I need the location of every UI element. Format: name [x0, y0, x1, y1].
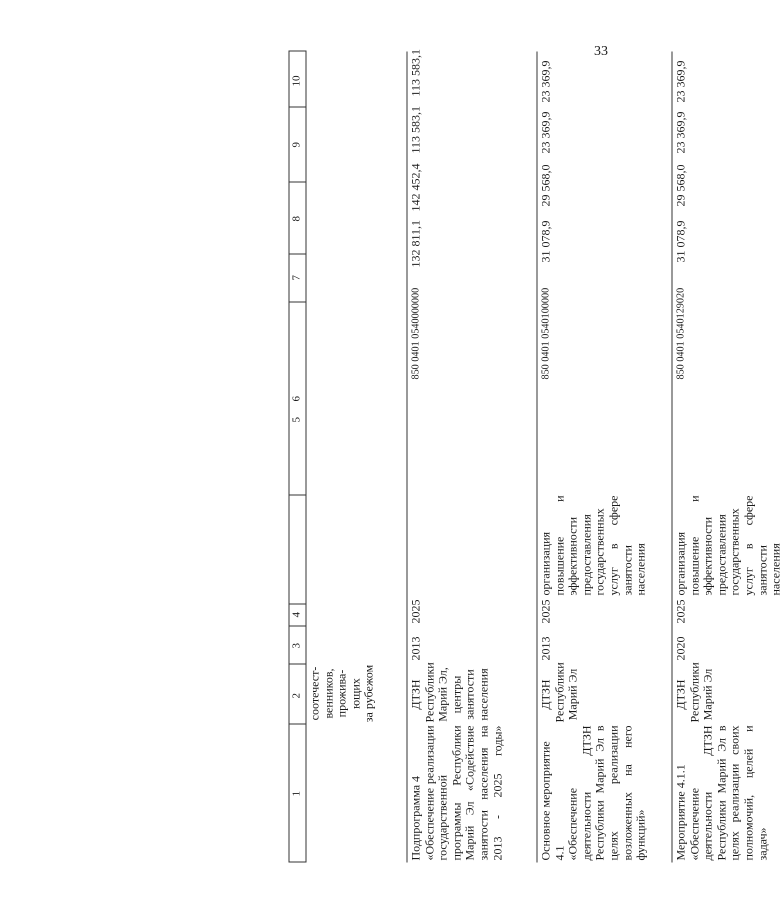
row-subprogram-4-value-7: 132 811,1 [408, 219, 423, 268]
header-col-2: 2 [290, 693, 303, 699]
row-activity-4-1-code: 850 0401 0540100000 [540, 287, 552, 380]
text-line: венников, [321, 668, 336, 719]
row-activity-4-1-start: 2013 [538, 636, 553, 661]
row-activity-4-1-1-goal: организация повышение и эффективности предоставления государственных услуг в сфере занятости населения [673, 495, 783, 596]
row-activity-4-1-responsible [538, 662, 581, 723]
row-description: «Обеспечение реализации государственной программы Республики Марий Эл «Содействие занятости населения на 2013 - 2025 годы» [422, 725, 505, 861]
col-tick [289, 664, 307, 665]
row-activity-4-1-value-10: 23 369,9 [538, 60, 553, 103]
text-line: Марий Эл, [435, 667, 450, 722]
row-activity-4-1-name [540, 726, 649, 861]
top-row-responsible [309, 665, 377, 723]
col-tick [289, 302, 307, 303]
header-col-1: 1 [290, 791, 303, 797]
row-activity-4-1-1-code: 850 0401 0540129020 [675, 287, 687, 380]
text-line: Марий Эл [565, 668, 580, 721]
col-tick [289, 724, 307, 725]
text-line: ДТЗН [673, 679, 688, 710]
header-col-8: 8 [290, 216, 303, 222]
row-subprogram-4-responsible [408, 662, 492, 723]
row-divider [537, 52, 538, 863]
row-subprogram-4-value-8: 142 452,4 [408, 163, 423, 212]
row-activity-4-1-1-start: 2020 [673, 636, 688, 661]
row-activity-4-1-value-7: 31 078,9 [538, 220, 553, 263]
header-col-6: 6 [290, 396, 303, 402]
row-activity-4-1-1-value-10: 23 369,9 [673, 60, 688, 103]
col-tick [289, 862, 307, 863]
row-activity-4-1-1-value-9: 23 369,9 [673, 111, 688, 154]
text-line: ДТЗН [408, 679, 423, 710]
header-col-9: 9 [290, 142, 303, 148]
text-line: населения [476, 668, 491, 721]
col-tick [289, 182, 307, 183]
text-line: Республики [687, 662, 702, 723]
text-line: Марий Эл [700, 668, 715, 721]
row-subprogram-4-name [410, 726, 505, 861]
text-line: прожива- [334, 669, 349, 718]
row-activity-4-1-goal: организация повышение и эффективности предоставления государственных услуг в сфере занятости населения [538, 495, 648, 596]
row-activity-4-1-value-9: 23 369,9 [538, 111, 553, 154]
text-line: Республики [552, 662, 567, 723]
header-bottom-rule [306, 52, 307, 863]
row-description: «Обеспечение деятельности ДТЗН Республики Марий Эл в целях реализации своих полномочий, целей и задач» [687, 725, 770, 861]
text-line: за рубежом [361, 664, 376, 723]
row-subprogram-4-start: 2013 [408, 636, 423, 661]
text-line: центры [449, 675, 464, 714]
text-line: занятости [462, 669, 477, 720]
text-line: ДТЗН [538, 679, 553, 710]
row-lead: Мероприятие 4.1.1 [673, 764, 688, 861]
header-col-4: 4 [290, 612, 303, 618]
row-divider [407, 52, 408, 863]
budget-table [289, 48, 783, 863]
text-line: соотечест- [307, 666, 322, 721]
col-tick [289, 604, 307, 605]
page-number: 33 [594, 44, 608, 59]
header-col-10: 10 [290, 75, 303, 87]
row-activity-4-1-end: 2025 [538, 599, 553, 624]
row-subprogram-4-value-9: 113 583,1 [408, 105, 423, 154]
text-line: Республики [422, 662, 437, 723]
row-subprogram-4-value-10: 113 583,1 [408, 48, 423, 97]
row-description: «Обеспечение деятельности ДТЗН Республики Марий Эл в целях реализации возложенных на него функций» [565, 725, 648, 861]
row-divider [672, 52, 673, 863]
col-tick [289, 495, 307, 496]
text-line: ющих [348, 678, 363, 709]
row-activity-4-1-value-8: 29 568,0 [538, 164, 553, 207]
header-top-rule [289, 52, 290, 863]
header-col-3: 3 [290, 643, 303, 649]
col-tick [289, 626, 307, 627]
header-col-5: 5 [290, 417, 303, 423]
row-activity-4-1-1-end: 2025 [673, 599, 688, 624]
header-col-7: 7 [290, 275, 303, 281]
row-activity-4-1-1-name [675, 726, 770, 861]
row-activity-4-1-1-value-8: 29 568,0 [673, 164, 688, 207]
col-tick [289, 107, 307, 108]
row-subprogram-4-end: 2025 [408, 599, 423, 624]
row-activity-4-1-1-value-7: 31 078,9 [673, 220, 688, 263]
row-subprogram-4-code: 850 0401 0540000000 [410, 287, 422, 380]
row-lead: Подпрограмма 4 [408, 775, 423, 861]
row-activity-4-1-1-responsible [673, 662, 716, 723]
col-tick [289, 51, 307, 52]
row-lead: Основное мероприятие 4.1 [538, 741, 567, 861]
col-tick [289, 254, 307, 255]
